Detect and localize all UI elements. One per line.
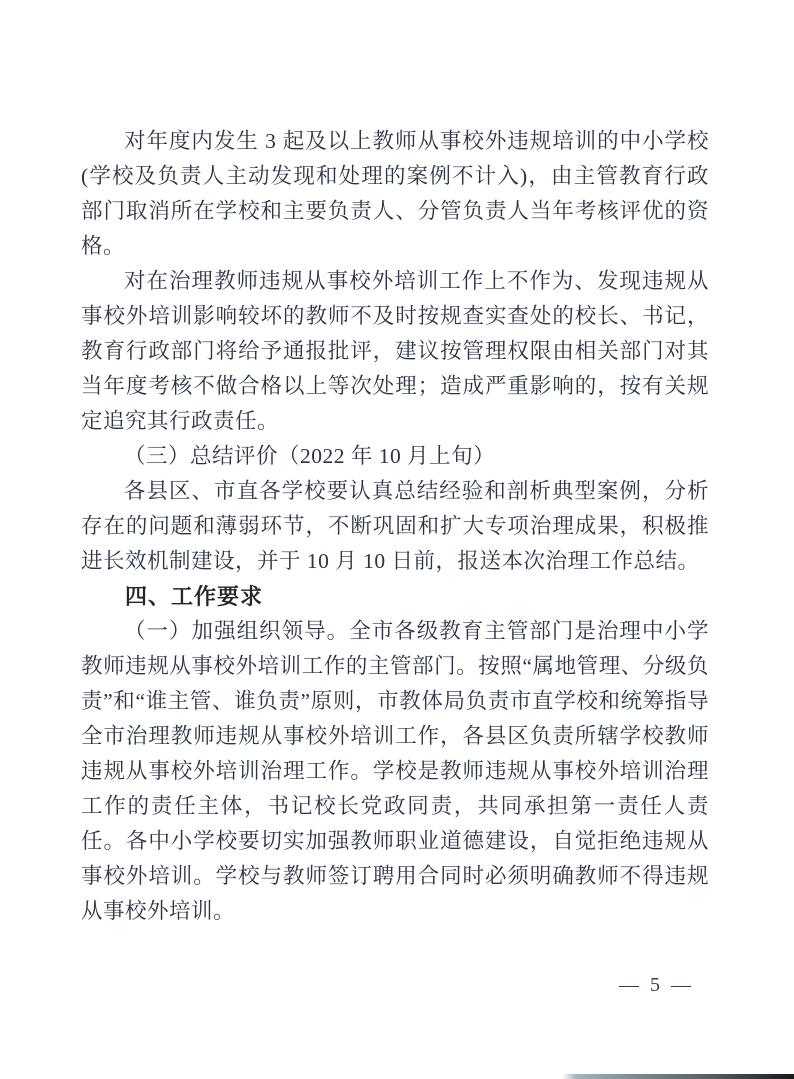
scan-edge-artifact	[562, 1074, 794, 1079]
paragraph-strengthen-leadership: （一）加强组织领导。全市各级教育主管部门是治理中小学教师违规从事校外培训工作的主管部门。按照“属地管理、分级负责”和“谁主管、谁负责”原则，市教体局负责市直学校和统筹指导全市治理教师违规从事校外培训工作，各县区负责所辖学校教师违规从事校外培训治理工作。学校是教师违规从事校外培训治理工作的责任主体，书记校长党政同责，共同承担第一责任人责任。各中小学校要切实加强教师职业道德建设，自觉拒绝违规从事校外培训。学校与教师签订聘用合同时必须明确教师不得违规从事校外培训。	[81, 619, 709, 923]
paragraph-penalty-principals: 对在治理教师违规从事校外培训工作上不作为、发现违规从事校外培训影响较坏的教师不及时按规查实查处的校长、书记，教育行政部门将给予通报批评，建议按管理权限由相关部门对其当年度考核不做合格以上等次处理；造成严重影响的，按有关规定追究其行政责任。	[81, 269, 709, 433]
section-heading-work-requirements: 四、工作要求	[125, 584, 264, 609]
subsection-heading-summary-evaluation: （三）总结评价（2022 年 10 月上旬）	[124, 444, 496, 468]
document-body	[81, 124, 709, 929]
paragraph-penalty-schools: 对年度内发生 3 起及以上教师从事校外违规培训的中小学校(学校及负责人主动发现和处理的案例不计入)，由主管教育行政部门取消所在学校和主要负责人、分管负责人当年考核评优的资格。	[81, 129, 709, 258]
page-number: — 5 —	[619, 974, 694, 996]
paragraph-summary-evaluation: 各县区、市直各学校要认真总结经验和剖析典型案例，分析存在的问题和薄弱环节，不断巩固和扩大专项治理成果，积极推进长效机制建设，并于 10 月 10 日前，报送本次治理工作总结。	[81, 479, 709, 573]
